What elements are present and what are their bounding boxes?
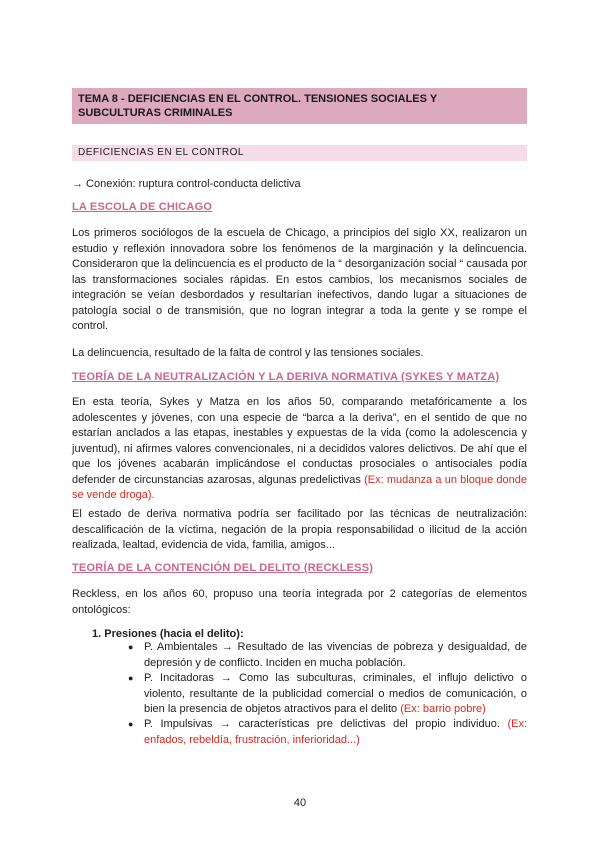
- chicago-paragraph-1: Los primeros sociólogos de la escuela de Chicago, a principios del siglo XX, realizaron un estudio y reflexión innovadora sobre los fenómenos de la marginación y la delincuencia. Consideraron que la delincuencia es el producto de la “ desorganización social “ causada por las transformaciones sociales rápidas. En estos cambios, los mecanismos sociales de integración se veían desbordados y resultarían inefectivos, dando lugar a situaciones de patología social o de transmisión, que no logran integrar a toda la gente y se rompe el control.: [72, 227, 527, 332]
- neutralization-example: (Ex: mudanza a un bloque donde se vende droga).: [72, 473, 528, 501]
- heading-neutralization: TEORÍA DE LA NEUTRALIZACIÓN Y LA DERIVA NORMATIVA (SYKES Y MATZA): [72, 371, 500, 383]
- list-item: P. Incitadoras → Como las subculturas, criminales, el influjo delictivo o violento, resultante de la publicidad comercial o medios de comunicación, o bien la presencia de objetos atractivos para el delito (Ex: barrio pobre): [144, 672, 527, 715]
- chicago-paragraph-2: La delincuencia, resultado de la falta de control y las tensiones sociales.: [72, 347, 424, 359]
- page-number: 40: [293, 797, 307, 809]
- section-subtitle: DEFICIENCIAS EN EL CONTROL: [72, 145, 527, 161]
- neutralization-paragraph-1: [72, 395, 527, 504]
- list-item: P. Ambientales → Resultado de las vivencias de pobreza y desigualdad, de depresión y de conflicto. Inciden en mucha población.: [144, 641, 527, 669]
- connection-line: → Conexión: ruptura control-conducta delictiva: [72, 178, 301, 190]
- heading-containment: TEORÍA DE LA CONTENCIÓN DEL DELITO (RECKLESS): [72, 562, 374, 574]
- neutralization-text: En esta teoría, Sykes y Matza en los años 50, comparando metafóricamente a los adolescentes y jóvenes, con una especie de “barca a la deriva”, en el sentido de que no estarían anclados a las etapas, inestables y expuestas de la vida (como la adolescencia y juventud), ni afirmes valores convencionales, ni a decididos valores delictivos. De ahí que el que los jóvenes acabarán implicándose el conductas prosociales o antisociales podía defender de circunstancias azarosas, algunas predelictivas: [72, 396, 527, 486]
- list-title-presiones: 1. Presiones (hacia el delito):: [92, 628, 244, 640]
- chapter-title: TEMA 8 - DEFICIENCIAS EN EL CONTROL. TENSIONES SOCIALES Y SUBCULTURAS CRIMINALES: [72, 88, 527, 124]
- list-item: P. Impulsivas → características pre delictivas del propio individuo. (Ex: enfados, rebeldía, frustración, inferioridad...): [144, 718, 527, 746]
- containment-paragraph-1: Reckless, en los años 60, propuso una teoría integrada por 2 categorías de elementos ontológicos:: [72, 588, 527, 616]
- neutralization-paragraph-2: El estado de deriva normativa podría ser facilitado por las técnicas de neutralización: descalificación de la víctima, negación de la propia responsabilidad o ilicitud de la acción realizada, lealtad, evidencia de vida, familia, amigos...: [72, 508, 527, 551]
- bullet-icon: ●: [128, 673, 134, 683]
- bullet-icon: ●: [128, 642, 134, 652]
- bullet-icon: ●: [128, 719, 134, 729]
- heading-chicago: LA ESCOLA DE CHICAGO: [72, 201, 213, 213]
